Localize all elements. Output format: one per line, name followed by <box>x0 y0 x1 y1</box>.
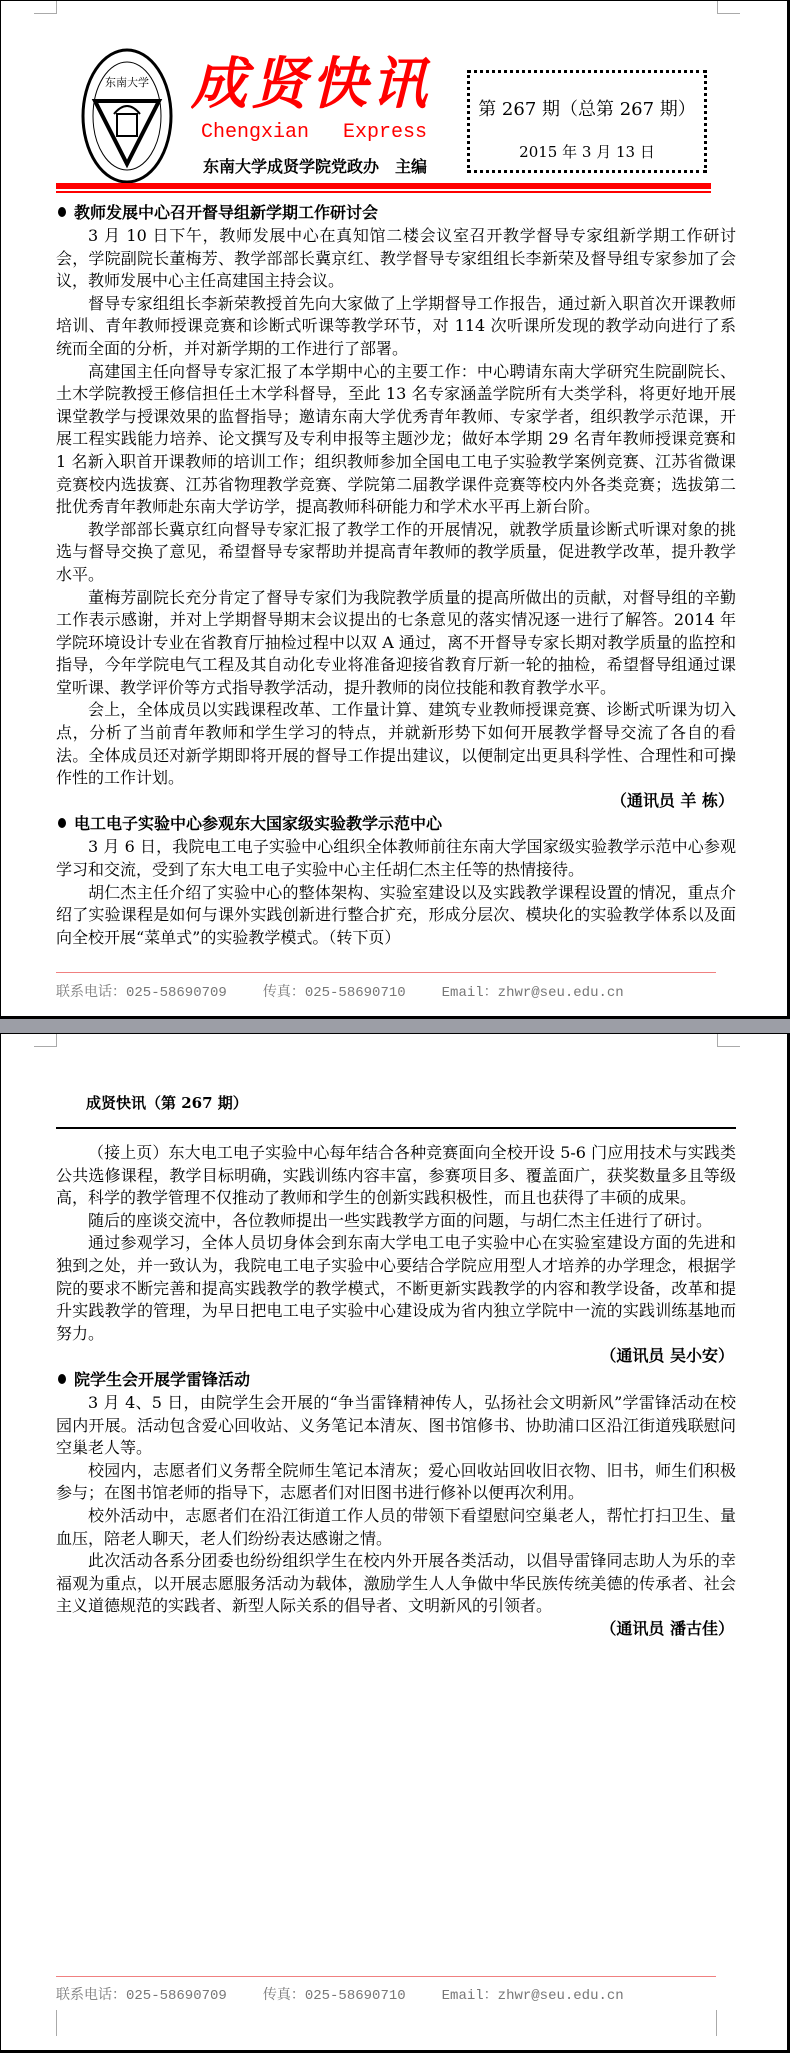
article-signature: （通讯员 潘古佳） <box>600 1618 734 1638</box>
article-signature: （通讯员 吴小安） <box>600 1346 734 1366</box>
masthead-red-rule <box>56 183 711 189</box>
margin-corner-mark <box>56 2010 57 2036</box>
bullet-icon <box>58 818 66 828</box>
issue-number: 第 267 期（总第 267 期） <box>478 99 696 120</box>
article-paragraph: 3 月 10 日下午，教师发展中心在真知馆二楼会议室召开教学督导专家组新学期工作研讨会，学院副院长董梅芳、教学部部长冀京红、教学督导专家组组长李新荣及督导组专家参加了会议，教师发展中心主任高建国主持会议。 <box>56 226 736 291</box>
article-paragraph: 通过参观学习，全体人员切身体会到东南大学电工电子实验中心在实验室建设方面的先进和独到之处，并一致认为，我院电工电子实验中心要结合学院应用型人才培养的办学理念，根据学院的要求不断完善和提高实践教学的教学模式，不断更新实践教学的内容和教学设备，改革和提升实践教学的管理，为早日把电工电子实验中心建设成为省内独立学院中一流的实践训练基地而努力。 <box>56 1233 736 1343</box>
footer-fax: 传真：025-58690710 <box>262 1988 406 2004</box>
article-paragraph: 胡仁杰主任介绍了实验中心的整体架构、实验室建设以及实践教学课程设置的情况，重点介绍了实验课程是如何与课外实践创新进行整合扩充，形成分层次、模块化的实验教学体系以及面向全校开展“菜单式”的实验教学模式。（转下页） <box>56 882 736 947</box>
issue-date: 2015 年 3 月 13 日 <box>519 143 655 161</box>
page-1 <box>0 0 790 1019</box>
footer-phone: 联系电话：025-58690709 <box>56 985 227 1001</box>
margin-corner-mark <box>34 1034 57 1047</box>
footer-phone: 联系电话：025-58690709 <box>56 1988 227 2004</box>
article-heading: 院学生会开展学雷锋活动 <box>56 1368 736 1392</box>
bullet-icon <box>58 1374 66 1384</box>
newsletter-title-en: Chengxian Express <box>201 121 428 144</box>
article-paragraph: 会上，全体成员以实践课程改革、工作量计算、建筑专业教师授课竞赛、诊断式听课为切入点，分析了当前青年教师和学生学习的特点，并就新形势下如何开展教学督导交流了各自的看法。全体成员还对新学期即将开展的督导工作提出建议，以便制定出更具科学性、合理性和可操作性的工作计划。 <box>56 700 736 788</box>
article-paragraph: 教学部部长冀京红向督导专家汇报了教学工作的开展情况，就教学质量诊断式听课对象的挑选与督导交换了意见，希望督导专家帮助并提高青年教师的教学质量，促进教学改革，提升教学水平。 <box>56 519 736 584</box>
footer-rule <box>56 972 716 973</box>
article-paragraph: 董梅芳副院长充分肯定了督导专家们为我院教学质量的提高所做出的贡献，对督导组的辛勤工作表示感谢，并对上学期督导期末会议提出的七条意见的落实情况逐一进行了解答。2014 年学院环境设计专业在省教育厅抽检过程中以双 A 通过，离不开督导专家长期对教学质量的监控和指导，今年学院电气工程及其自动化专业将准备迎接省教育厅新一轮的抽检，希望督导组通过课堂听课、教学评价等方式指导教学活动，提升教师的岗位技能和教育教学水平。 <box>56 587 736 697</box>
article-paragraph: 校外活动中，志愿者们在沿江街道工作人员的带领下看望慰问空巢老人，帮忙打扫卫生、量血压，陪老人聊天，老人们纷纷表达感谢之情。 <box>56 1505 736 1548</box>
margin-corner-mark <box>716 2010 717 2036</box>
article-paragraph: （接上页）东大电工电子实验中心每年结合各种竞赛面向全校开设 5-6 门应用技术与实践类公共选修课程，教学目标明确，实践训练内容丰富，参赛项目多、覆盖面广，获奖数量多且等级高，科学的教学管理不仅推动了教师和学生的创新实践积极性，而且也获得了丰硕的成果。 <box>56 1143 736 1208</box>
page-2 <box>0 1033 790 2053</box>
article-paragraph: 3 月 4、5 日，由院学生会开展的“争当雷锋精神传人，弘扬社会文明新风”学雷锋活动在校园内开展。活动包含爱心回收站、义务笔记本清灰、图书馆修书、协助浦口区沿江街道残联慰问空巢老人等。 <box>56 1392 736 1458</box>
article-paragraph: 校园内，志愿者们义务帮全院师生笔记本清灰；爱心回收站回收旧衣物、旧书，师生们积极参与；在图书馆老师的指导下，志愿者们对旧图书进行修补以便再次利用。 <box>56 1460 736 1503</box>
southeast-university-logo <box>81 46 173 186</box>
footer-fax: 传真：025-58690710 <box>262 985 406 1001</box>
article-paragraph: 随后的座谈交流中，各位教师提出一些实践教学方面的问题，与胡仁杰主任进行了研讨。 <box>88 1210 713 1230</box>
footer-contact <box>56 981 660 1001</box>
article-heading: 教师发展中心召开督导组新学期工作研讨会 <box>56 201 736 225</box>
newsletter-title: 成贤快讯 <box>191 51 431 117</box>
footer-rule <box>56 1976 716 1977</box>
footer-email[interactable]: Email：zhwr@seu.edu.cn <box>441 1988 624 2004</box>
footer-email[interactable]: Email：zhwr@seu.edu.cn <box>441 985 624 1001</box>
margin-corner-mark <box>717 1 740 14</box>
margin-corner-mark <box>34 1 57 14</box>
article-paragraph: 督导专家组组长李新荣教授首先向大家做了上学期督导工作报告，通过新入职首次开课教师培训、青年教师授课竞赛和诊断式听课等教学环节，对 114 次听课所发现的教学动向进行了系统而全面的分析，并对新学期的工作进行了部署。 <box>56 293 736 358</box>
running-header: 成贤快讯（第 267 期） <box>86 1094 248 1112</box>
logo-text: 东南大学 <box>105 76 149 89</box>
article-paragraph: 3 月 6 日，我院电工电子实验中心组织全体教师前往东南大学国家级实验教学示范中心参观学习和交流，受到了东大电工电子实验中心主任胡仁杰主任等的热情接待。 <box>56 837 736 880</box>
article-signature: （通讯员 羊 栋） <box>610 790 734 810</box>
bullet-icon <box>58 207 66 217</box>
issue-box <box>467 70 707 173</box>
footer-contact <box>56 1984 660 2004</box>
article-heading: 电工电子实验中心参观东大国家级实验教学示范中心 <box>56 812 736 836</box>
page-1-body <box>56 201 736 949</box>
margin-corner-mark <box>717 1034 740 1047</box>
header-rule <box>56 1127 736 1129</box>
page-2-body <box>56 1142 736 1640</box>
article-paragraph: 高建国主任向督导专家汇报了本学期中心的主要工作：中心聘请东南大学研究生院副院长、土木学院教授王修信担任土木学科督导，至此 13 名专家涵盖学院所有大类学科，将更好地开展课堂教学与授课效果的监督指导；邀请东南大学优秀青年教师、专家学者，组织教学示范课，开展工程实践能力培养、论文撰写及专利申报等主题沙龙；做好本学期 29 名青年教师授课竞赛和 1 名新入职首开课教师的培训工作；组织教师参加全国电工电子实验教学案例竞赛、江苏省微课竞赛校内选拔赛、江苏省物理教学竞赛、学院第二届教学课件竞赛等校内外各类竞赛；选拔第二批优秀青年教师赴东南大学访学，提高教师科研能力和学术水平再上新台阶。 <box>56 361 736 517</box>
article-paragraph: 此次活动各系分团委也纷纷组织学生在校内外开展各类活动，以倡导雷锋同志助人为乐的幸福观为重点，以开展志愿服务活动为载体，激励学生人人争做中华民族传统美德的传承者、社会主义道德规范的实践者、新型人际关系的倡导者、文明新风的引领者。 <box>56 1551 736 1616</box>
masthead-red-rule-thin <box>56 191 711 193</box>
editor-line: 东南大学成贤学院党政办 主编 <box>203 157 428 176</box>
